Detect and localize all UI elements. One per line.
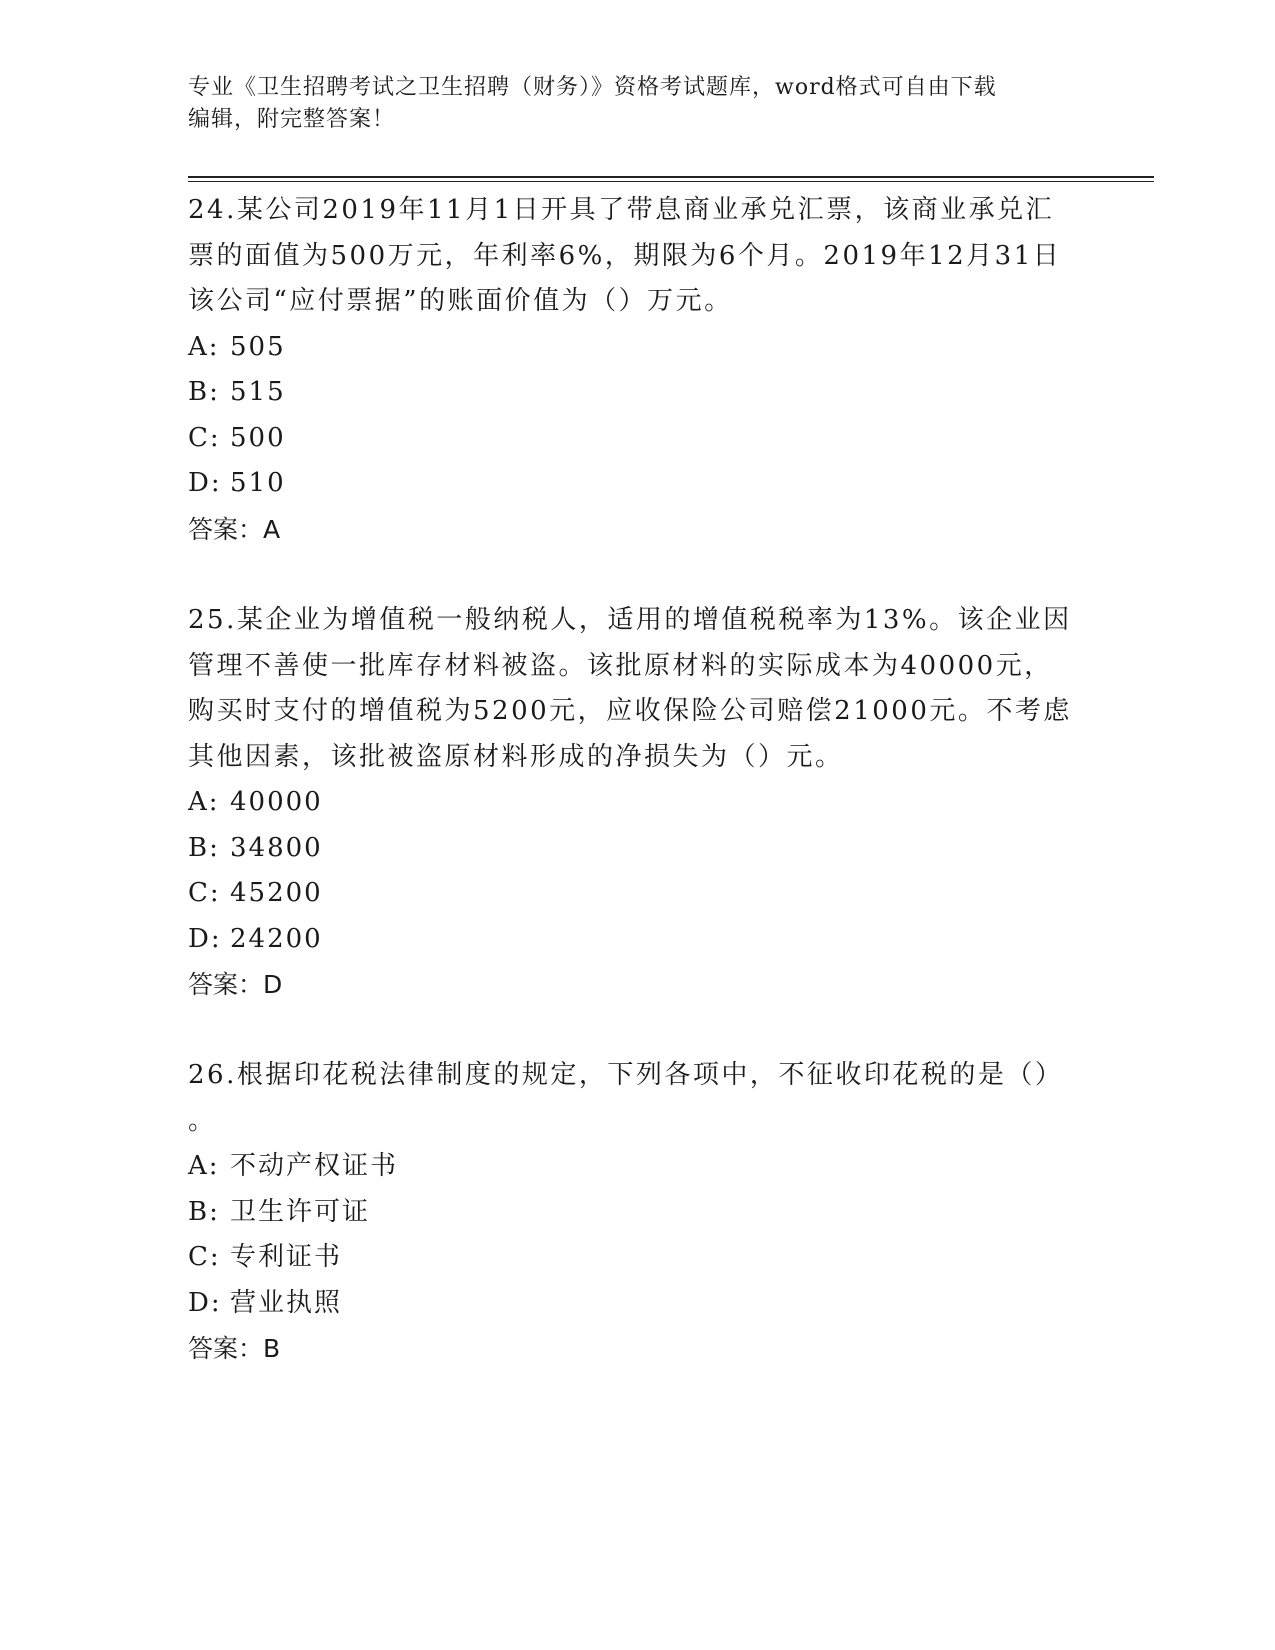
option-a — [188, 1144, 1088, 1190]
option-c — [188, 1235, 1088, 1281]
option-text: 营业执照 — [230, 1287, 343, 1318]
question-stem-line: 24.某公司2019年11月1日开具了带息商业承兑汇票，该商业承兑汇 — [188, 195, 1055, 225]
option-key: B: — [188, 1196, 220, 1227]
option-text: 专利证书 — [230, 1242, 343, 1272]
option-key: C: — [188, 878, 221, 908]
option-text: 卫生许可证 — [230, 1196, 371, 1227]
option-key: A: — [188, 1151, 220, 1181]
option-key: A: — [188, 331, 220, 362]
header-divider-thin — [188, 181, 1154, 182]
option-key: B: — [188, 832, 220, 863]
option-b — [188, 826, 1088, 872]
answer-line: 答案：A — [188, 514, 281, 544]
question-stem-line: 。 — [188, 1105, 217, 1136]
question-stem-line: 25.某企业为增值税一般纳税人，适用的增值税税率为13%。该企业因 — [188, 605, 1072, 635]
option-text: 500 — [230, 422, 286, 453]
header-divider-thick — [188, 176, 1154, 178]
question-stem-line: 其他因素，该批被盗原材料形成的净损失为（）元。 — [188, 741, 844, 772]
option-key: A: — [188, 787, 220, 817]
option-key: C: — [188, 1242, 221, 1272]
question-26 — [188, 1053, 1088, 1372]
question-25 — [188, 598, 1088, 1008]
option-d — [188, 461, 1088, 507]
question-stem-line: 该公司“应付票据”的账面价值为（）万元。 — [188, 286, 733, 316]
option-text: 24200 — [230, 923, 323, 954]
option-key: C: — [188, 422, 221, 453]
option-c — [188, 416, 1088, 462]
option-a — [188, 325, 1088, 371]
question-stem-line: 票的面值为500万元，年利率6%，期限为6个月。2019年12月31日 — [188, 240, 1062, 271]
option-text: 不动产权证书 — [230, 1151, 399, 1181]
document-header — [188, 72, 1068, 136]
option-text: 505 — [230, 331, 286, 362]
question-stem-line: 管理不善使一批库存材料被盗。该批原材料的实际成本为40000元， — [188, 650, 1053, 681]
option-b — [188, 370, 1088, 416]
option-c — [188, 871, 1088, 917]
option-key: B: — [188, 377, 220, 407]
option-key: D: — [188, 1287, 222, 1318]
header-line-1: 专业《卫生招聘考试之卫生招聘（财务）》资格考试题库，word格式可自由下载 — [188, 75, 997, 100]
option-text: 34800 — [230, 832, 323, 863]
option-b — [188, 1190, 1088, 1236]
answer-line: 答案：D — [188, 970, 283, 999]
answer-line: 答案：B — [188, 1334, 281, 1363]
option-text: 510 — [230, 468, 286, 498]
option-a — [188, 780, 1088, 826]
option-key: D: — [188, 923, 222, 954]
question-stem-line: 购买时支付的增值税为5200元，应收保险公司赔偿21000元。不考虑 — [188, 696, 1072, 726]
option-text: 45200 — [230, 878, 323, 908]
option-key: D: — [188, 468, 222, 498]
option-text: 40000 — [230, 787, 323, 817]
option-d — [188, 1281, 1088, 1327]
option-d — [188, 917, 1088, 963]
option-text: 515 — [230, 377, 286, 407]
question-stem-line: 26.根据印花税法律制度的规定，下列各项中，不征收印花税的是（） — [188, 1060, 1064, 1090]
header-line-2: 编辑，附完整答案！ — [188, 107, 396, 132]
question-24 — [188, 188, 1088, 552]
